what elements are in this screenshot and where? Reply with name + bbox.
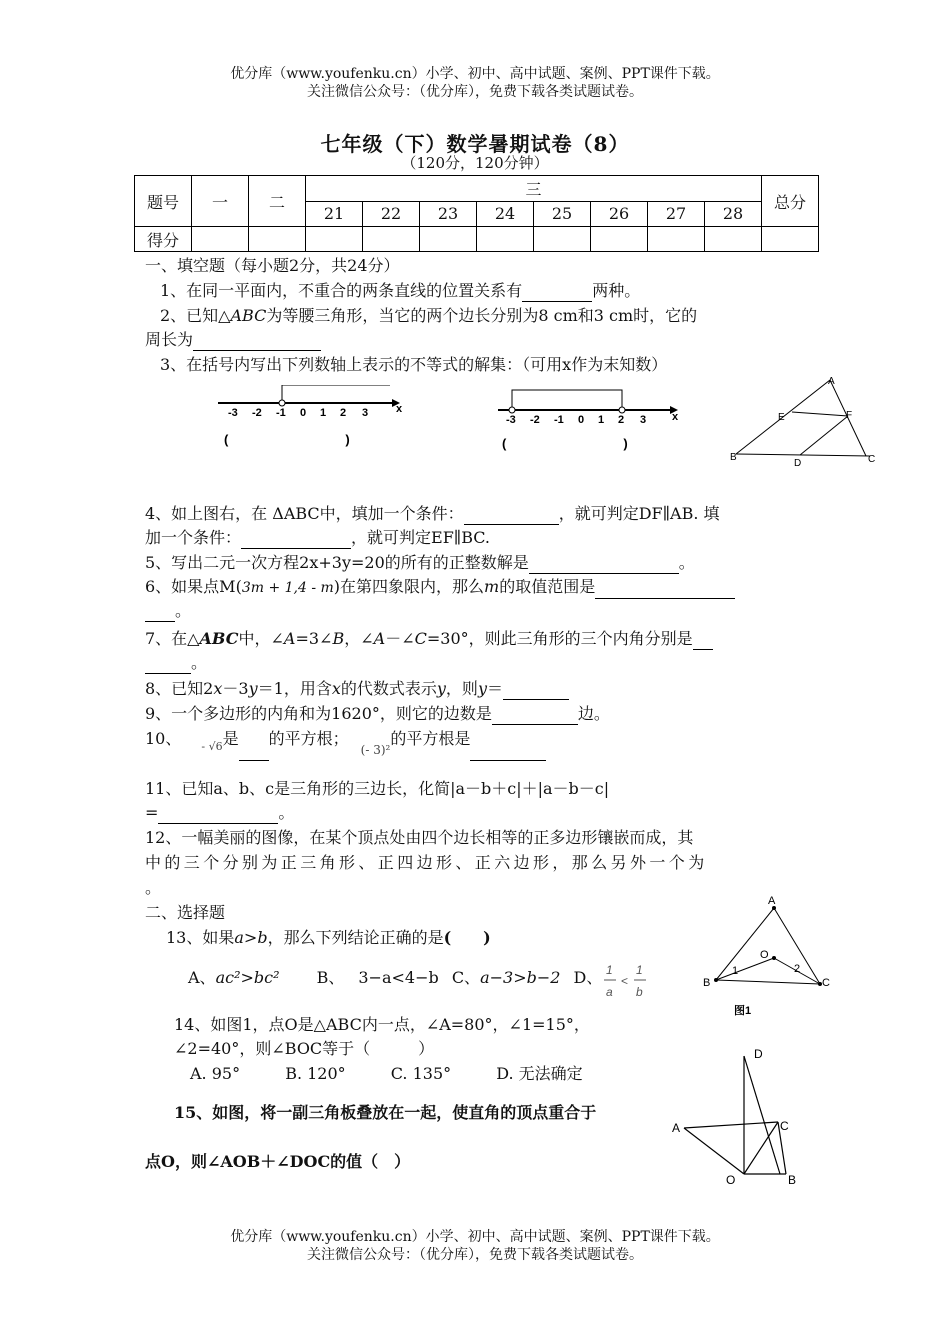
q9-blank[interactable] [492, 706, 578, 725]
svg-text:<: < [621, 974, 629, 988]
axis-label: x [672, 411, 679, 423]
number-line-1 [212, 385, 412, 455]
q7-line2: 。 [145, 652, 207, 674]
col-three: 三 [306, 176, 762, 202]
q9: 9、一个多边形的内角和为1620°，则它的边数是 边。 [145, 704, 610, 723]
tick-label: -2 [252, 407, 262, 419]
open-point [509, 407, 515, 413]
footer-line-2: 关注微信公众号：（优分库），免费下载各类试题试卷。 [307, 1247, 643, 1263]
row-label-number: 题号 [135, 176, 192, 227]
svg-text:1: 1 [606, 963, 613, 977]
q10-blank-1[interactable] [239, 742, 269, 761]
q2-line2: 周长为 [145, 329, 321, 351]
label-c: C [868, 454, 876, 465]
label-e: E [778, 412, 785, 423]
q15-line1: 15、如图，将一副三角板叠放在一起，使直角的顶点重合于 [174, 1103, 597, 1122]
svg-text:1: 1 [636, 963, 643, 977]
ac-side [684, 1122, 778, 1128]
q11-line1: 11、已知a、b、c是三角形的三边长，化简|a－b＋c|＋|a－b－c| [145, 779, 610, 798]
tick-label: 1 [598, 414, 605, 426]
q3: 3、在括号内写出下列数轴上表示的不等式的解集：（可用x作为末知数） [160, 355, 668, 374]
label-d: D [754, 1047, 763, 1061]
option-c[interactable]: C、a−3>b−2 [451, 968, 561, 987]
option-b[interactable]: B. 120° [285, 1064, 346, 1083]
option-a[interactable]: A. 95° [190, 1064, 241, 1083]
header-line-1: 优分库（www.youfenku.cn）小学、初中、高中试题、案例、PPT课件下载。 [230, 66, 720, 82]
header-line-2: 关注微信公众号：（优分库），免费下载各类试题试卷。 [307, 84, 643, 100]
section1-heading: 一、填空题（每小题2分，共24分） [145, 256, 400, 275]
tick-label: -1 [276, 407, 286, 419]
q7-blank[interactable] [693, 631, 713, 650]
score-table [134, 175, 819, 252]
side-bc [716, 980, 820, 984]
q13: 13、如果a>b，那么下列结论正确的是( ) [166, 928, 491, 947]
q5: 5、写出二元一次方程2x+3y=20的所有的正整数解是 。 [145, 553, 695, 572]
sub-col: 26 [591, 201, 648, 227]
page-title: 七年级（下）数学暑期试卷（8） [320, 132, 630, 156]
sub-col: 22 [363, 201, 420, 227]
option-d[interactable]: D、 [573, 968, 603, 987]
sub-col: 23 [420, 201, 477, 227]
q12-line1: 12、一幅美丽的图像，在某个顶点处由四个边长相等的正多边形镶嵌而成，其 [145, 828, 694, 847]
tick-label: 3 [640, 414, 647, 426]
label-f: F [846, 410, 853, 421]
figure-1 [700, 890, 840, 1030]
q4-blank-2[interactable] [241, 530, 351, 549]
sub-col: 28 [705, 201, 762, 227]
svg-text:b: b [636, 985, 643, 999]
label-o: O [760, 949, 769, 961]
svg-text:a: a [606, 985, 613, 999]
q11-line2: = 。 [145, 803, 295, 822]
sub-col: 25 [534, 201, 591, 227]
col-two: 二 [249, 176, 306, 227]
q14-line2: ∠2=40°，则∠BOC等于（ ） [174, 1039, 435, 1058]
segment-fd [800, 416, 848, 455]
open-point [279, 400, 285, 406]
tick-label: 2 [340, 407, 347, 419]
tick-label: -1 [554, 414, 564, 426]
page-subtitle: （120分，120分钟） [401, 154, 549, 172]
option-d[interactable]: D. 无法确定 [496, 1064, 583, 1083]
q2-line1: 2、已知△ABC为等腰三角形，当它的两个边长分别为8 cm和3 cm时，它的 [160, 306, 698, 325]
q12-line2: 中的三个分别为正三角形、正四边形、正六边形，那么另外一个为 [145, 853, 708, 872]
label-angle-1: 1 [732, 965, 739, 977]
col-total: 总分 [762, 176, 819, 227]
col-one: 一 [192, 176, 249, 227]
q6-line2: 。 [145, 600, 191, 622]
q4-line1: 4、如上图右，在 ΔABC中，填加一个条件： ，就可判定DF∥AB. 填 [145, 504, 720, 523]
tick-label: 2 [618, 414, 625, 426]
axis-label: x [396, 403, 403, 415]
tick-label: 3 [362, 407, 369, 419]
q7-line1: 7、在△ABC中，∠A=3∠B，∠A－∠C=30°，则此三角形的三个内角分别是 [145, 628, 713, 650]
section2-heading: 二、选择题 [145, 903, 226, 922]
q5-blank[interactable] [529, 555, 679, 574]
label-c: C [780, 1119, 789, 1133]
answer-paren[interactable]: ( ) [224, 432, 350, 447]
q6-blank[interactable] [595, 580, 735, 599]
q6-blank-cont[interactable] [145, 603, 175, 622]
footer-line-1: 优分库（www.youfenku.cn）小学、初中、高中试题、案例、PPT课件下载。 [230, 1229, 720, 1245]
tick-label: 1 [320, 407, 327, 419]
figure-caption: 图1 [734, 1005, 752, 1017]
score-cell[interactable] [648, 227, 705, 252]
row-label-score: 得分 [135, 227, 192, 252]
figure-triangle-def [728, 374, 878, 474]
q12-line3: 。 [145, 878, 162, 897]
open-point [619, 407, 625, 413]
tick-label: 0 [578, 414, 585, 426]
label-c: C [822, 977, 830, 989]
tick-label: -2 [530, 414, 540, 426]
score-cell[interactable] [192, 227, 249, 252]
q8-blank[interactable] [503, 681, 569, 700]
answer-paren[interactable]: ( ) [502, 436, 628, 451]
figure-q15 [668, 1040, 818, 1190]
q14-line1: 14、如图1，点O是△ABC内一点，∠A=80°，∠1=15°， [174, 1015, 590, 1034]
score-cell[interactable] [420, 227, 477, 252]
sub-col: 21 [306, 201, 363, 227]
q4-blank-1[interactable] [464, 506, 559, 525]
score-cell[interactable] [762, 227, 819, 252]
score-cell[interactable] [363, 227, 420, 252]
label-a: A [768, 895, 776, 907]
label-a: A [828, 376, 835, 387]
q15-line2: 点O，则∠AOB＋∠DOC的值（ ） [145, 1152, 411, 1171]
label-a: A [672, 1121, 681, 1135]
q1-blank[interactable] [522, 283, 592, 302]
label-angle-2: 2 [794, 963, 801, 975]
sub-col: 24 [477, 201, 534, 227]
segment-ef [792, 412, 848, 416]
oa-side [684, 1128, 744, 1174]
tick-label: 0 [300, 407, 307, 419]
label-b: B [730, 452, 737, 463]
tick-label: -3 [228, 407, 238, 419]
label-b: B [703, 977, 711, 989]
sub-col: 27 [648, 201, 705, 227]
q2-blank[interactable] [193, 332, 321, 351]
co-side [744, 1122, 778, 1174]
score-cell[interactable] [705, 227, 762, 252]
score-cell[interactable] [591, 227, 648, 252]
q10: 10、 $_{- √6}$是 的平方根；$_{(- 3)^2}$的平方根是 [145, 728, 546, 761]
option-b[interactable]: B、 3−a<4−b [316, 968, 439, 987]
q14-options [190, 1063, 583, 1085]
q6-line1: 6、如果点M(3m + 1,4 - m)在第四象限内，那么m的取值范围是 [145, 576, 735, 599]
label-b: B [788, 1173, 797, 1187]
score-cell[interactable] [306, 227, 363, 252]
q7-blank-cont[interactable] [145, 655, 191, 674]
db-side [744, 1056, 780, 1174]
option-d-fractions [600, 960, 650, 1004]
number-line-2 [494, 388, 694, 458]
option-c[interactable]: C. 135° [390, 1064, 452, 1083]
score-cell[interactable] [477, 227, 534, 252]
tick-label: -3 [506, 414, 516, 426]
q1: 1、在同一平面内，不重合的两条直线的位置关系有 两种。 [160, 281, 641, 300]
q8: 8、已知2x－3y＝1，用含x的代数式表示y，则y＝ [145, 678, 569, 700]
score-cell[interactable] [534, 227, 591, 252]
q10-blank-2[interactable] [470, 742, 546, 761]
option-a[interactable]: A、ac²>bc² [188, 968, 280, 987]
q4-line2: 加一个条件： ，就可判定EF∥BC. [145, 528, 491, 547]
label-d: D [794, 458, 802, 469]
label-o: O [726, 1173, 736, 1187]
score-cell[interactable] [249, 227, 306, 252]
interval-box [512, 390, 622, 410]
side-bc [736, 454, 870, 456]
q13-options [188, 967, 602, 989]
q11-blank[interactable] [158, 805, 278, 824]
